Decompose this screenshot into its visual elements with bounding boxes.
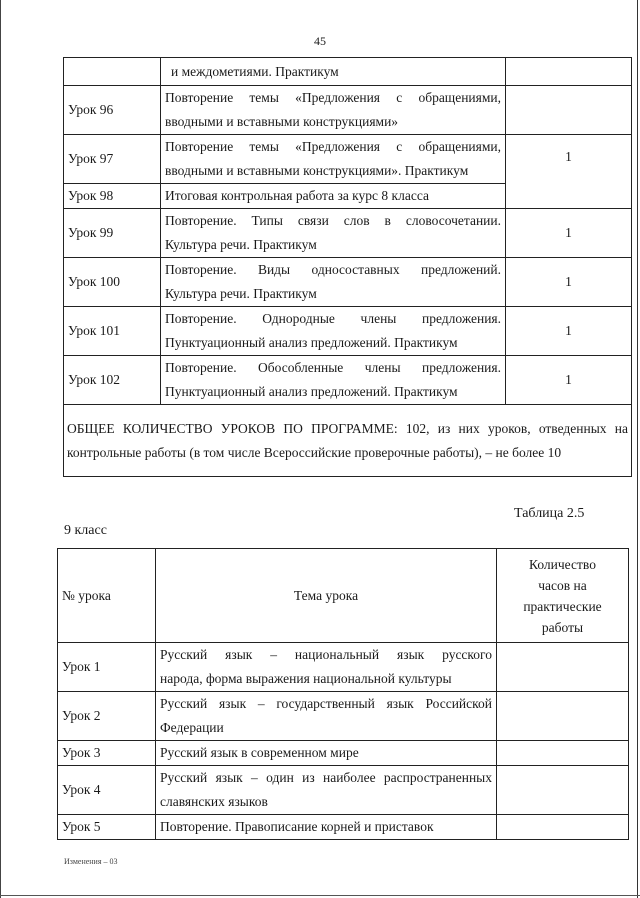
topic-cell: Повторение темы «Предложения с обращениями, вводными и вставными конструкциями». Практикум xyxy=(161,135,506,184)
table-row xyxy=(64,258,632,307)
lesson-cell: Урок 96 xyxy=(64,86,161,135)
table-row xyxy=(58,643,629,692)
lesson-cell xyxy=(64,58,161,86)
topic-cell: Повторение темы «Предложения с обращениями, вводными и вставными конструкциями» xyxy=(161,86,506,135)
scan-edge-left xyxy=(0,0,1,898)
hours-cell xyxy=(497,692,629,741)
page-number: 45 xyxy=(314,34,326,48)
lesson-cell: Урок 99 xyxy=(64,209,161,258)
header-lesson-number: № урока xyxy=(58,549,156,643)
table-label: Таблица 2.5 xyxy=(514,506,585,521)
topic-cell: Русский язык – один из наиболее распространенных славянских языков xyxy=(156,766,497,815)
lessons-table-grade9 xyxy=(57,548,629,840)
topic-cell: Повторение. Однородные члены предложения. Пунктуационный анализ предложений. Практикум xyxy=(161,307,506,356)
header-topic: Тема урока xyxy=(156,549,497,643)
hours-cell xyxy=(506,58,632,86)
hours-cell: 1 xyxy=(506,356,632,405)
header-practical-hours: Количество часов на практические работы xyxy=(497,549,629,643)
table-row xyxy=(64,356,632,405)
topic-cell: Повторение. Обособленные члены предложения. Пунктуационный анализ предложений. Практикум xyxy=(161,356,506,405)
topic-cell: Русский язык – государственный язык Российской Федерации xyxy=(156,692,497,741)
hours-cell xyxy=(497,741,629,766)
table-row xyxy=(64,135,632,184)
lessons-table-grade8 xyxy=(63,57,632,477)
total-lessons-summary: ОБЩЕЕ КОЛИЧЕСТВО УРОКОВ ПО ПРОГРАММЕ: 102, из них уроков, отведенных на контрольные работы (в том числе Всероссийские проверочные работы), – не более 10 xyxy=(64,405,632,477)
lesson-cell: Урок 3 xyxy=(58,741,156,766)
hours-cell xyxy=(497,643,629,692)
lesson-cell: Урок 2 xyxy=(58,692,156,741)
scan-edge-bottom xyxy=(0,895,640,896)
hours-cell: 1 xyxy=(506,135,632,209)
table-row xyxy=(58,766,629,815)
hours-cell: 1 xyxy=(506,258,632,307)
table-row xyxy=(64,209,632,258)
table-header-row xyxy=(58,549,629,643)
lesson-cell: Урок 4 xyxy=(58,766,156,815)
scan-edge-right xyxy=(637,0,638,898)
summary-row xyxy=(64,405,632,477)
table-row xyxy=(58,741,629,766)
lesson-cell: Урок 102 xyxy=(64,356,161,405)
table-row xyxy=(58,815,629,840)
table-row xyxy=(64,58,632,86)
topic-cell: Русский язык – национальный язык русского народа, форма выражения национальной культуры xyxy=(156,643,497,692)
lesson-cell: Урок 1 xyxy=(58,643,156,692)
table-row xyxy=(64,86,632,135)
topic-cell: Итоговая контрольная работа за курс 8 класса xyxy=(161,184,506,209)
lesson-cell: Урок 101 xyxy=(64,307,161,356)
hours-cell xyxy=(497,815,629,840)
table-row xyxy=(64,307,632,356)
lesson-cell: Урок 100 xyxy=(64,258,161,307)
topic-cell: и междометиями. Практикум xyxy=(161,58,506,86)
lesson-cell: Урок 98 xyxy=(64,184,161,209)
topic-cell: Повторение. Типы связи слов в словосочетании. Культура речи. Практикум xyxy=(161,209,506,258)
hours-cell: 1 xyxy=(506,307,632,356)
hours-cell: 1 xyxy=(506,209,632,258)
page-footer: Изменения – 03 xyxy=(64,857,118,866)
grade-label: 9 класс xyxy=(64,523,107,538)
hours-cell xyxy=(497,766,629,815)
lesson-cell: Урок 5 xyxy=(58,815,156,840)
topic-cell: Русский язык в современном мире xyxy=(156,741,497,766)
lesson-cell: Урок 97 xyxy=(64,135,161,184)
topic-cell: Повторение. Правописание корней и приставок xyxy=(156,815,497,840)
table-row xyxy=(58,692,629,741)
hours-cell xyxy=(506,86,632,135)
topic-cell: Повторение. Виды односоставных предложений. Культура речи. Практикум xyxy=(161,258,506,307)
